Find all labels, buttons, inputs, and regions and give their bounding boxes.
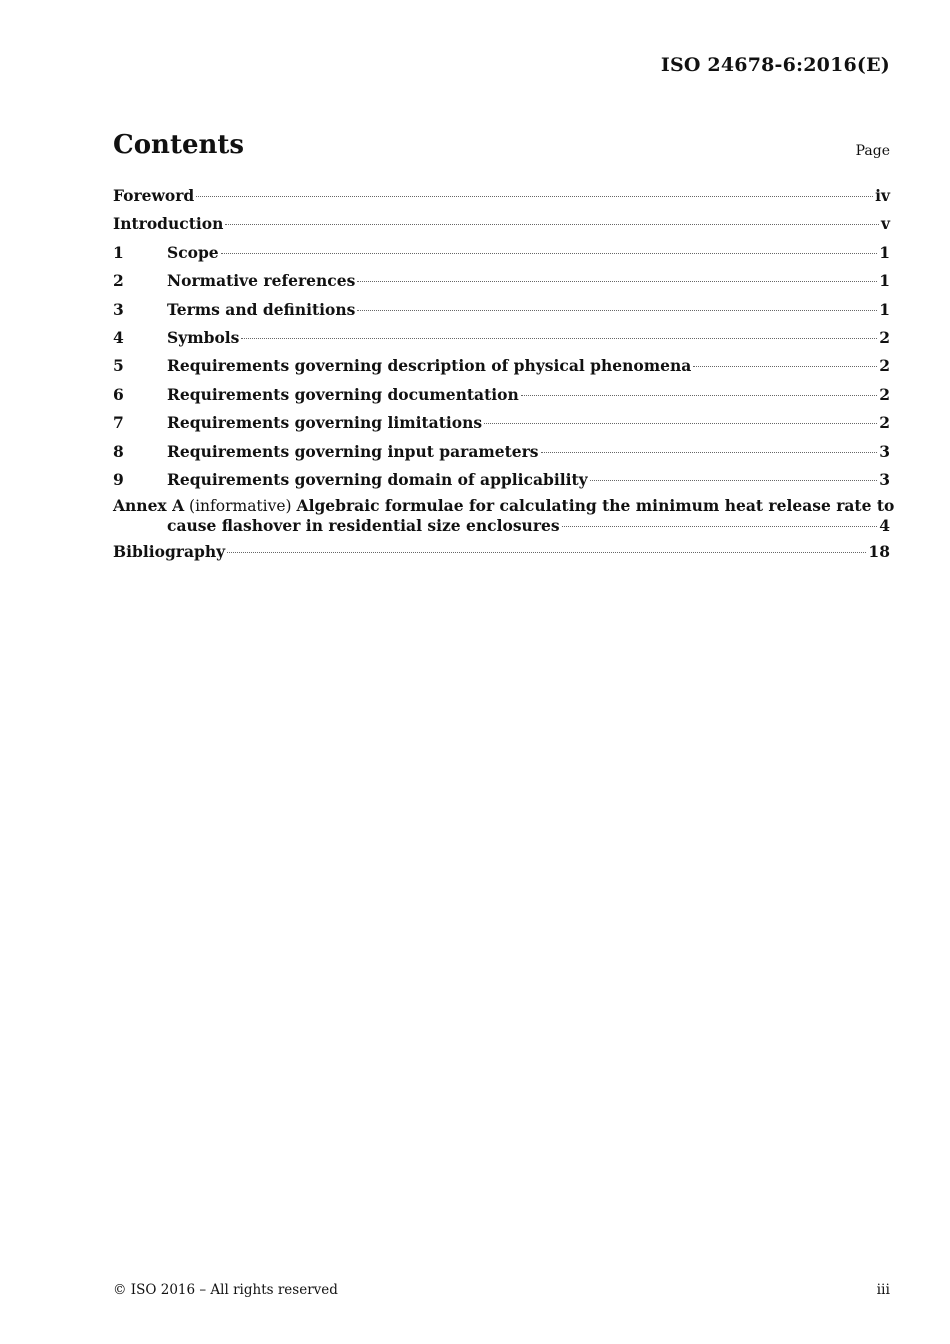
toc-entry-bibliography[interactable]	[113, 540, 890, 568]
toc-entry-page: 2	[879, 413, 890, 433]
contents-heading-row	[113, 130, 890, 164]
toc-entry-number: 8	[113, 441, 124, 461]
toc-entry-title: Foreword	[113, 186, 195, 205]
toc-entry-title: Requirements governing input parameters	[167, 441, 539, 461]
dot-leader	[693, 366, 877, 367]
annex-label: Annex A	[113, 496, 185, 516]
toc-entry[interactable]	[113, 269, 890, 297]
toc-entry[interactable]	[113, 184, 890, 212]
toc-entry[interactable]	[113, 354, 890, 382]
toc-entry-page: 2	[879, 384, 890, 404]
annex-title-line2: cause flashover in residential size enclosures	[167, 516, 560, 536]
toc-entry-page: 1	[879, 271, 890, 291]
dot-leader	[541, 452, 878, 453]
contents-title: Contents	[113, 130, 245, 160]
toc-entry-page: 1	[879, 242, 890, 262]
page-column-label: Page	[855, 143, 890, 159]
toc-entry-title: Terms and definitions	[167, 299, 356, 319]
bibliography-page: 18	[868, 542, 890, 562]
dot-leader	[562, 526, 878, 527]
dot-leader	[196, 196, 873, 197]
toc-entry-page: 2	[879, 356, 890, 376]
toc-entry-title: Normative references	[167, 271, 356, 291]
toc-entry-page: 2	[879, 327, 890, 347]
dot-leader	[357, 310, 877, 311]
dot-leader	[225, 224, 879, 225]
toc-entry[interactable]	[113, 298, 890, 326]
table-of-contents	[113, 184, 895, 569]
toc-entry[interactable]	[113, 440, 890, 468]
document-id: ISO 24678-6:2016(E)	[660, 54, 890, 76]
toc-entry-number: 6	[113, 384, 124, 404]
annex-page: 4	[879, 516, 890, 536]
toc-entry-number: 5	[113, 356, 124, 376]
toc-entry-title: Symbols	[167, 327, 240, 347]
toc-entry-title: Requirements governing documentation	[167, 384, 519, 404]
dot-leader	[221, 253, 878, 254]
dot-leader	[227, 552, 866, 553]
toc-entry-page: 3	[879, 469, 890, 489]
toc-entry-annex-a[interactable]	[113, 496, 895, 540]
toc-entry-title: Requirements governing description of physical phenomena	[167, 356, 692, 376]
dot-leader	[590, 480, 878, 481]
bibliography-title: Bibliography	[113, 542, 226, 562]
toc-entry[interactable]	[113, 468, 890, 496]
toc-entry-number: 3	[113, 299, 124, 319]
toc-entry-number: 7	[113, 413, 124, 433]
toc-entry[interactable]	[113, 241, 890, 269]
toc-entry-title: Scope	[167, 242, 219, 262]
toc-entry-number: 9	[113, 469, 124, 489]
toc-entry-title: Requirements governing limitations	[167, 413, 483, 433]
annex-informative: (informative)	[189, 497, 292, 516]
toc-entry-number: 2	[113, 271, 124, 291]
dot-leader	[241, 338, 877, 339]
toc-entry-page: 3	[879, 441, 890, 461]
page-number: iii	[876, 1282, 890, 1298]
toc-entry[interactable]	[113, 326, 890, 354]
toc-entry-number: 1	[113, 242, 124, 262]
toc-entry[interactable]	[113, 411, 890, 439]
toc-entry-page: 1	[879, 299, 890, 319]
toc-entry-title: Introduction	[113, 214, 224, 234]
toc-entry-title: Requirements governing domain of applicability	[167, 469, 588, 489]
toc-entry[interactable]	[113, 212, 890, 240]
copyright-notice: © ISO 2016 – All rights reserved	[113, 1282, 338, 1298]
toc-entry-page: v	[880, 214, 890, 234]
annex-title-line1: Algebraic formulae for calculating the minimum heat release rate to	[296, 496, 895, 516]
dot-leader	[521, 395, 877, 396]
toc-entry-page: iv	[875, 186, 890, 205]
dot-leader	[357, 281, 877, 282]
toc-entry[interactable]	[113, 383, 890, 411]
dot-leader	[484, 423, 877, 424]
toc-entry-number: 4	[113, 327, 124, 347]
